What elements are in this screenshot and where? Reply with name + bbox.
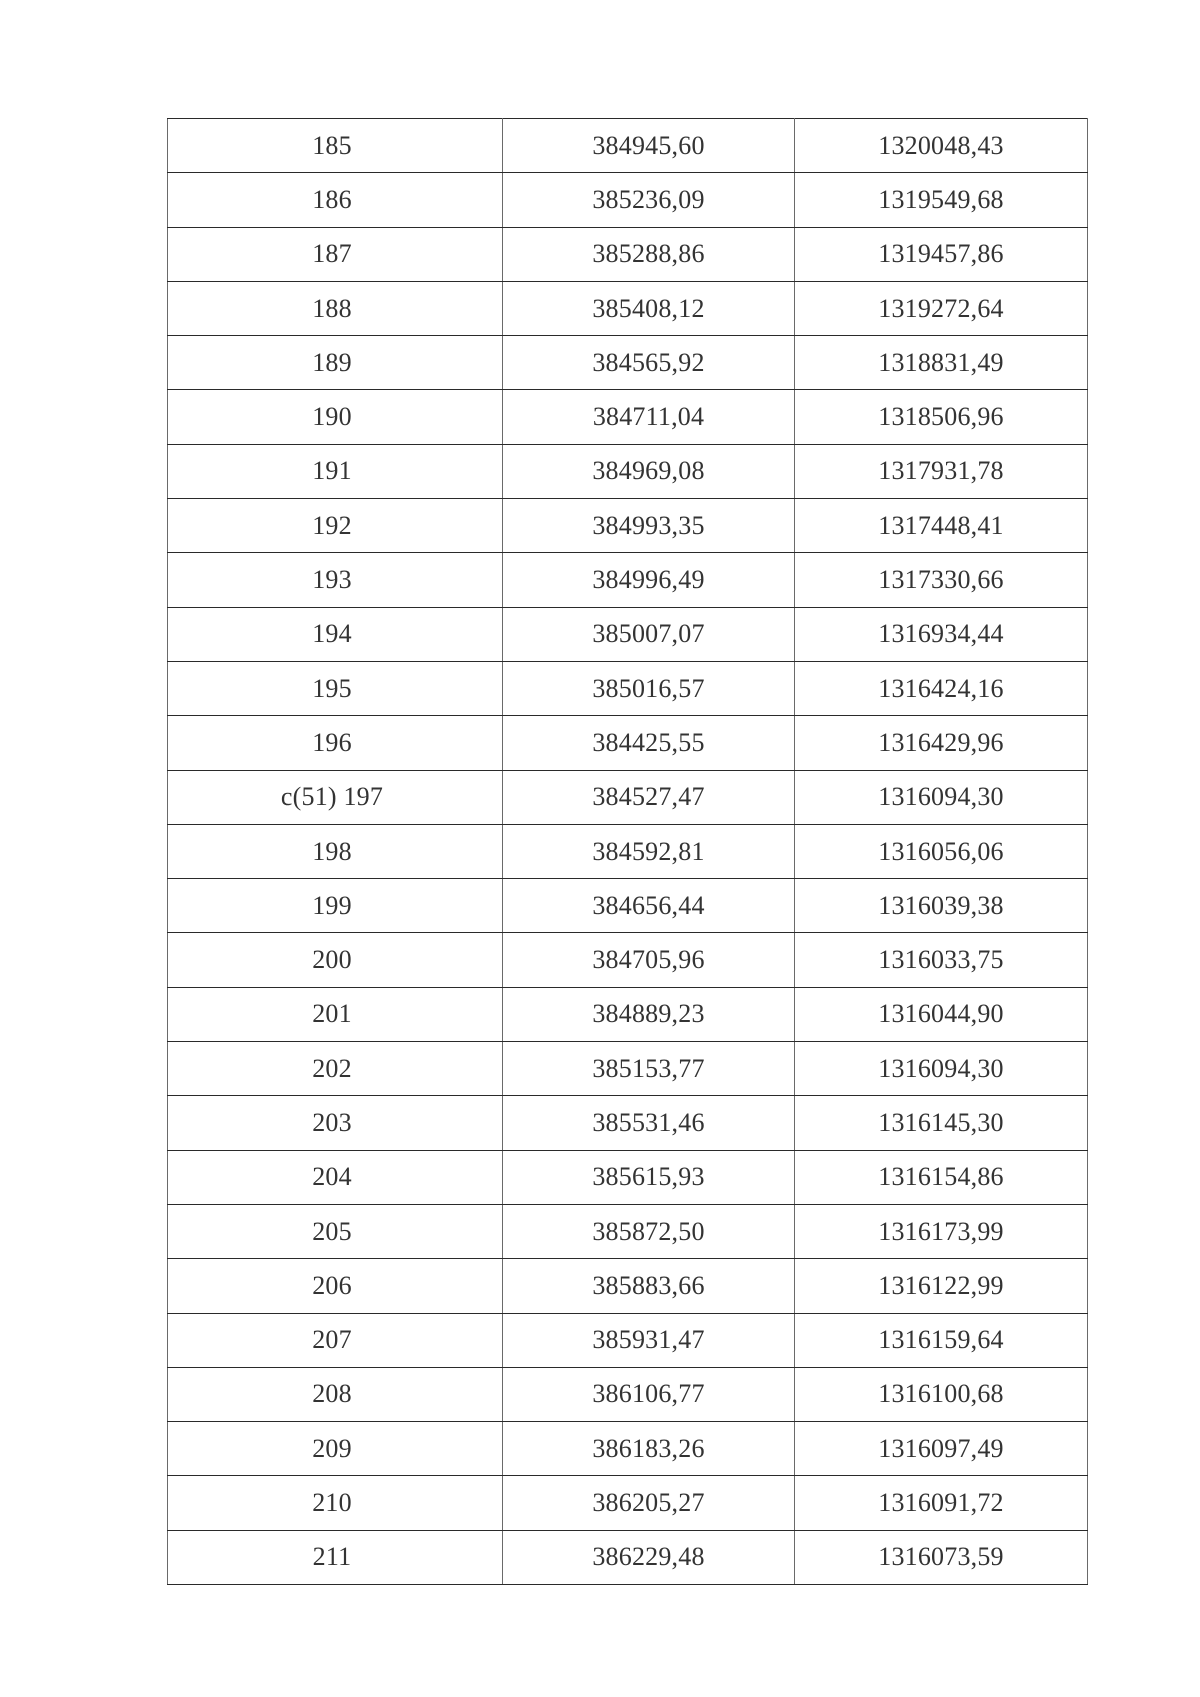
x-coordinate-cell: 385872,50 [503,1204,795,1258]
y-coordinate-cell: 1318506,96 [795,390,1088,444]
y-coordinate-cell: 1316091,72 [795,1476,1088,1530]
table-row [168,1313,1088,1367]
y-coordinate-cell: 1316039,38 [795,879,1088,933]
point-number-cell: 186 [168,173,503,227]
table-row [168,444,1088,498]
point-number-cell: 187 [168,227,503,281]
y-coordinate-cell: 1316154,86 [795,1150,1088,1204]
table-row [168,1476,1088,1530]
x-coordinate-cell: 386106,77 [503,1367,795,1421]
y-coordinate-cell: 1316094,30 [795,770,1088,824]
x-coordinate-cell: 385153,77 [503,1042,795,1096]
x-coordinate-cell: 385883,66 [503,1259,795,1313]
table-row [168,1042,1088,1096]
point-number-cell: 193 [168,553,503,607]
y-coordinate-cell: 1320048,43 [795,119,1088,173]
table-row [168,119,1088,173]
point-number-cell: 191 [168,444,503,498]
x-coordinate-cell: 384592,81 [503,824,795,878]
x-coordinate-cell: 384565,92 [503,336,795,390]
point-number-cell: 189 [168,336,503,390]
x-coordinate-cell: 386183,26 [503,1422,795,1476]
y-coordinate-cell: 1317931,78 [795,444,1088,498]
x-coordinate-cell: 384889,23 [503,987,795,1041]
point-number-cell: 205 [168,1204,503,1258]
point-number-cell: 195 [168,661,503,715]
point-number-cell: 199 [168,879,503,933]
table-row [168,1530,1088,1584]
table-row [168,1422,1088,1476]
x-coordinate-cell: 385288,86 [503,227,795,281]
y-coordinate-cell: 1316097,49 [795,1422,1088,1476]
point-number-cell: 210 [168,1476,503,1530]
table-row [168,227,1088,281]
y-coordinate-cell: 1317448,41 [795,499,1088,553]
x-coordinate-cell: 384656,44 [503,879,795,933]
point-number-cell: 196 [168,716,503,770]
y-coordinate-cell: 1316073,59 [795,1530,1088,1584]
point-number-cell: 192 [168,499,503,553]
x-coordinate-cell: 384996,49 [503,553,795,607]
point-number-cell: 188 [168,281,503,335]
point-number-cell: 185 [168,119,503,173]
point-number-cell: 200 [168,933,503,987]
coordinates-table [167,118,1088,1585]
point-number-cell: 190 [168,390,503,444]
x-coordinate-cell: 385615,93 [503,1150,795,1204]
table-row [168,933,1088,987]
point-number-cell: 203 [168,1096,503,1150]
y-coordinate-cell: 1316159,64 [795,1313,1088,1367]
x-coordinate-cell: 386229,48 [503,1530,795,1584]
table-row [168,770,1088,824]
coordinates-table-body [168,119,1088,1585]
table-row [168,281,1088,335]
table-row [168,661,1088,715]
y-coordinate-cell: 1316934,44 [795,607,1088,661]
x-coordinate-cell: 384945,60 [503,119,795,173]
y-coordinate-cell: 1318831,49 [795,336,1088,390]
table-row [168,607,1088,661]
point-number-cell: 198 [168,824,503,878]
point-number-cell: 202 [168,1042,503,1096]
point-number-cell: 208 [168,1367,503,1421]
table-row [168,824,1088,878]
table-row [168,1367,1088,1421]
x-coordinate-cell: 384711,04 [503,390,795,444]
y-coordinate-cell: 1319457,86 [795,227,1088,281]
point-number-cell: 209 [168,1422,503,1476]
y-coordinate-cell: 1316100,68 [795,1367,1088,1421]
x-coordinate-cell: 385016,57 [503,661,795,715]
x-coordinate-cell: 385531,46 [503,1096,795,1150]
table-row [168,716,1088,770]
y-coordinate-cell: 1316056,06 [795,824,1088,878]
y-coordinate-cell: 1319272,64 [795,281,1088,335]
point-number-cell: 206 [168,1259,503,1313]
y-coordinate-cell: 1316122,99 [795,1259,1088,1313]
y-coordinate-cell: 1316173,99 [795,1204,1088,1258]
point-number-cell: с(51) 197 [168,770,503,824]
table-row [168,879,1088,933]
table-row [168,1096,1088,1150]
y-coordinate-cell: 1316033,75 [795,933,1088,987]
table-row [168,390,1088,444]
y-coordinate-cell: 1316424,16 [795,661,1088,715]
point-number-cell: 194 [168,607,503,661]
table-row [168,499,1088,553]
y-coordinate-cell: 1317330,66 [795,553,1088,607]
x-coordinate-cell: 384425,55 [503,716,795,770]
y-coordinate-cell: 1316429,96 [795,716,1088,770]
y-coordinate-cell: 1316145,30 [795,1096,1088,1150]
table-row [168,553,1088,607]
y-coordinate-cell: 1316044,90 [795,987,1088,1041]
x-coordinate-cell: 384969,08 [503,444,795,498]
table-row [168,1204,1088,1258]
table-row [168,336,1088,390]
point-number-cell: 201 [168,987,503,1041]
point-number-cell: 211 [168,1530,503,1584]
x-coordinate-cell: 384705,96 [503,933,795,987]
x-coordinate-cell: 384527,47 [503,770,795,824]
point-number-cell: 204 [168,1150,503,1204]
x-coordinate-cell: 384993,35 [503,499,795,553]
table-row [168,1259,1088,1313]
table-row [168,1150,1088,1204]
x-coordinate-cell: 385931,47 [503,1313,795,1367]
x-coordinate-cell: 385007,07 [503,607,795,661]
point-number-cell: 207 [168,1313,503,1367]
x-coordinate-cell: 385236,09 [503,173,795,227]
y-coordinate-cell: 1316094,30 [795,1042,1088,1096]
y-coordinate-cell: 1319549,68 [795,173,1088,227]
x-coordinate-cell: 386205,27 [503,1476,795,1530]
table-row [168,987,1088,1041]
x-coordinate-cell: 385408,12 [503,281,795,335]
table-row [168,173,1088,227]
